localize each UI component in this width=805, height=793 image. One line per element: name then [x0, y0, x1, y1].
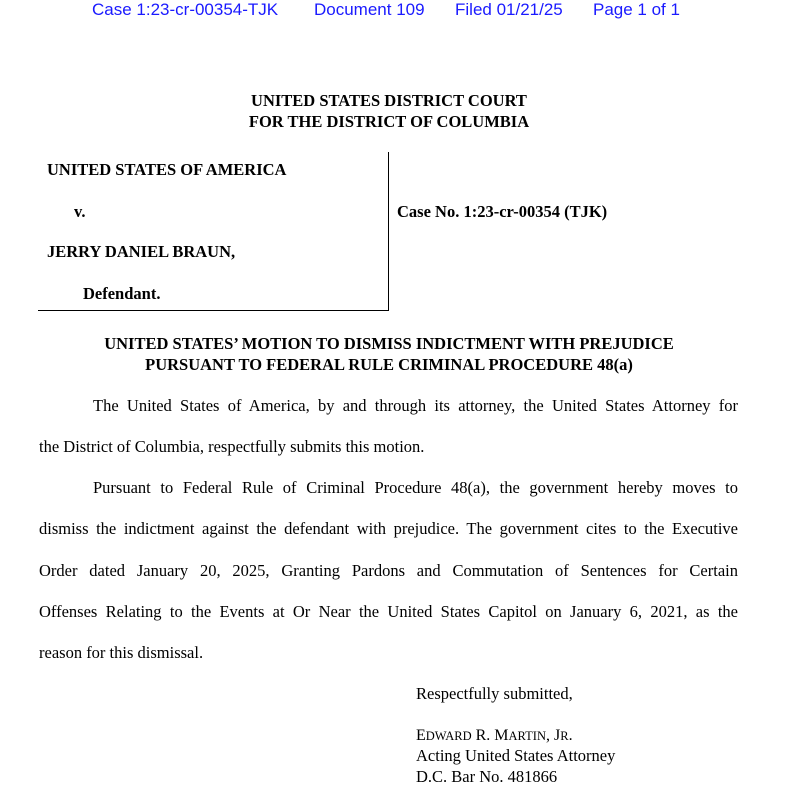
caption-defendant-label: Defendant. [83, 284, 161, 303]
header-case-number: Case 1:23-cr-00354-TJK [92, 0, 279, 19]
signature-name-part: R [560, 729, 569, 743]
signature-title: Acting United States Attorney [416, 746, 616, 765]
signature-name-part: R. M [471, 727, 509, 744]
signature-name-part: , J [545, 727, 561, 744]
caption-defendant-name: JERRY DANIEL BRAUN, [47, 242, 236, 261]
paragraph-1-line-1: The United States of America, by and through its attorney, the United States Attorney for [93, 396, 738, 415]
court-name [0, 90, 778, 132]
paragraph-2-line-5: reason for this dismissal. [39, 643, 204, 662]
motion-title-line-1: UNITED STATES’ MOTION TO DISMISS INDICTMENT WITH PREJUDICE [104, 334, 674, 353]
signature-name [416, 725, 573, 745]
signature-name-part: . [568, 727, 573, 744]
caption-versus: v. [74, 202, 86, 221]
caption-case-number: Case No. 1:23-cr-00354 (TJK) [397, 202, 608, 221]
caption-vertical-rule [388, 152, 389, 310]
signature-closing: Respectfully submitted, [416, 684, 573, 703]
motion-title-line-2: PURSUANT TO FEDERAL RULE CRIMINAL PROCEDURE 48(a) [145, 355, 633, 374]
signature-name-part: DWARD [425, 729, 472, 743]
paragraph-1-line-2: the District of Columbia, respectfully submits this motion. [39, 437, 425, 456]
signature-name-part: ARTIN [508, 729, 546, 743]
paragraph-2-line-4: Offenses Relating to the Events at Or Near the United States Capitol on January 6, 2021, as the [39, 602, 738, 621]
signature-bar-number: D.C. Bar No. 481866 [416, 767, 558, 786]
header-filed-date: Filed 01/21/25 [455, 0, 563, 19]
caption-plaintiff: UNITED STATES OF AMERICA [47, 160, 287, 179]
header-page-count: Page 1 of 1 [593, 0, 680, 19]
paragraph-2-line-1: Pursuant to Federal Rule of Criminal Procedure 48(a), the government hereby moves to [93, 478, 738, 497]
signature-name-part: E [416, 727, 426, 744]
paragraph-2-line-3: Order dated January 20, 2025, Granting Pardons and Commutation of Sentences for Certain [39, 561, 738, 580]
paragraph-2-line-2: dismiss the indictment against the defendant with prejudice. The government cites to the Executive [39, 519, 738, 538]
court-line-2: FOR THE DISTRICT OF COLUMBIA [248, 112, 530, 131]
caption-horizontal-rule [38, 310, 389, 311]
court-line-1: UNITED STATES DISTRICT COURT [251, 91, 527, 110]
header-document-number: Document 109 [314, 0, 425, 19]
motion-title [0, 333, 778, 375]
